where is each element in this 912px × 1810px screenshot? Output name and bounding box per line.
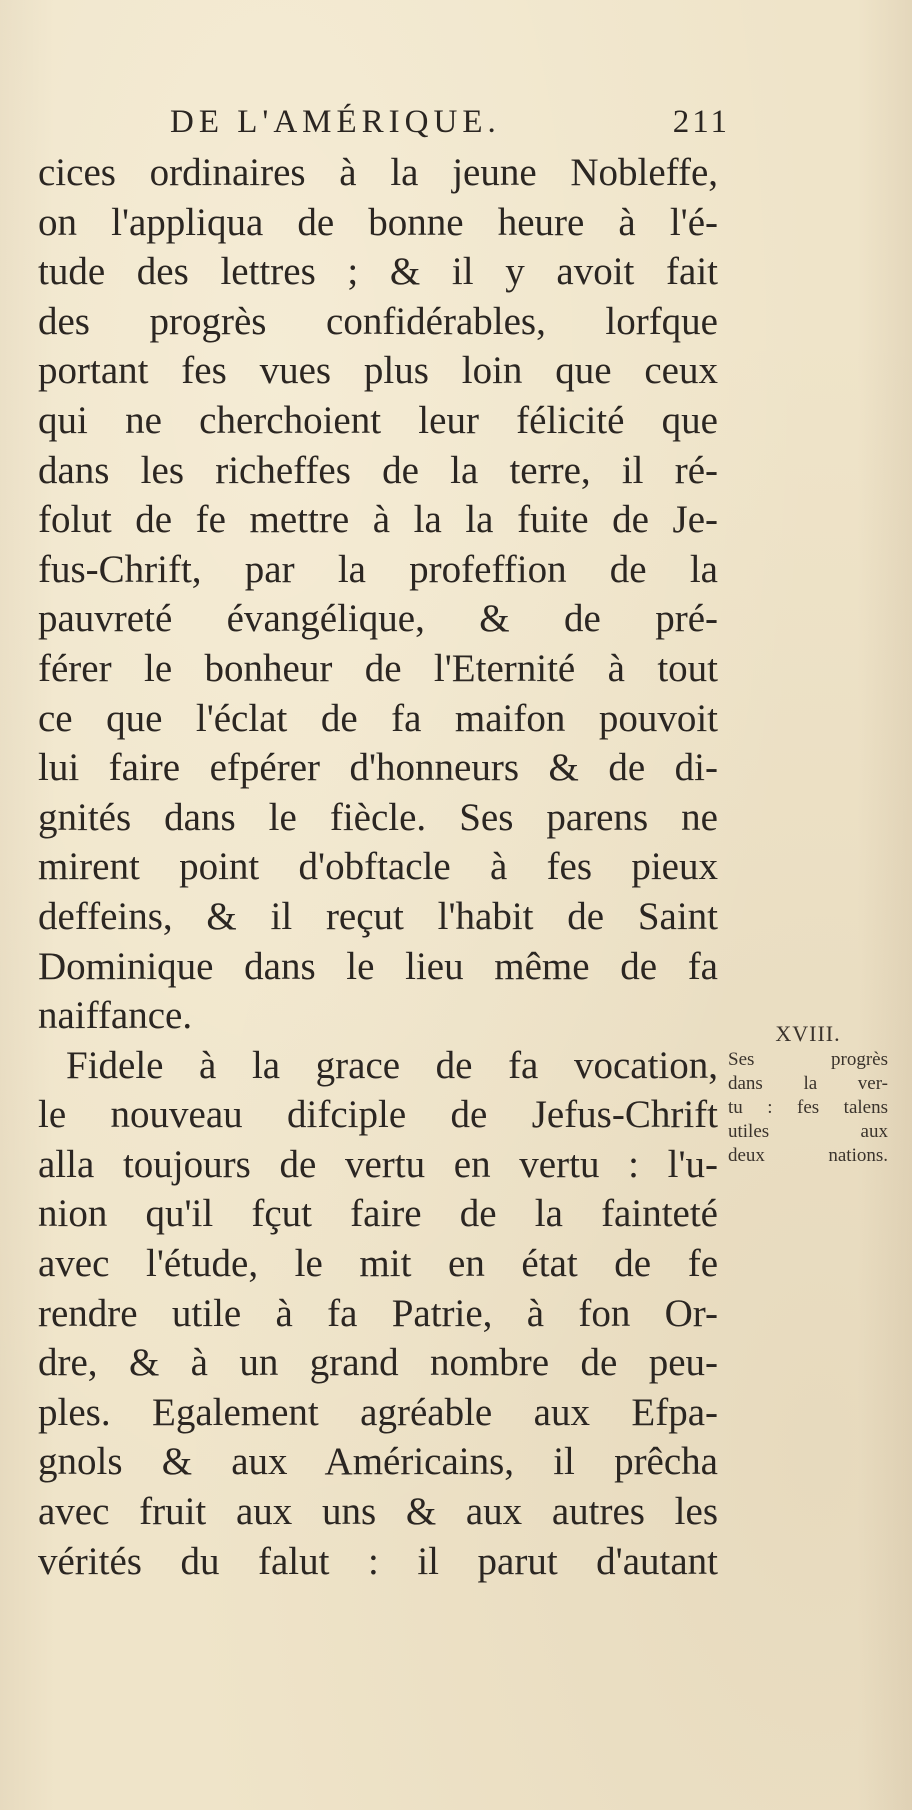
text-line: portant fes vues plus loin que ceux (38, 349, 718, 393)
text-line: on l'appliqua de bonne heure à l'é- (38, 200, 718, 244)
margin-note-line: dans la ver- (728, 1073, 888, 1094)
page-header (170, 100, 730, 144)
margin-note-line: tu : fes talens (728, 1097, 888, 1118)
text-line: alla toujours de vertu en vertu : l'u- (38, 1142, 718, 1186)
text-line: des progrès confidérables, lorfque (38, 299, 718, 343)
text-line: Fidele à la grace de fa vocation, (66, 1043, 718, 1087)
text-line: cices ordinaires à la jeune Nobleffe, (38, 151, 718, 194)
margin-note-line: utiles aux (728, 1121, 888, 1142)
margin-note-line: deux nations. (728, 1145, 888, 1166)
text-line: vérités du falut : il parut d'autant (38, 1539, 718, 1583)
text-line: mirent point d'obftacle à fes pieux (38, 845, 718, 889)
text-line: tude des lettres ; & il y avoit fait (38, 250, 718, 294)
running-head: DE L'AMÉRIQUE. (170, 104, 501, 140)
text-line: gnités dans le fiècle. Ses parens ne (38, 795, 718, 839)
text-line: dans les richeffes de la terre, il ré- (38, 448, 718, 492)
text-line: nion qu'il fçut faire de la fainteté (38, 1192, 718, 1236)
text-line: naiffance. (38, 994, 193, 1038)
body-text (38, 148, 718, 1586)
text-line: le nouveau difciple de Jefus-Chrift (38, 1093, 718, 1137)
text-line: gnols & aux Américains, il prêcha (38, 1440, 718, 1484)
text-line: dre, & à un grand nombre de peu- (38, 1341, 718, 1385)
text-line: deffeins, & il reçut l'habit de Saint (38, 894, 718, 938)
margin-note-number: XVIII. (775, 1021, 841, 1046)
text-line: avec l'étude, le mit en état de fe (38, 1242, 718, 1286)
text-line: qui ne cherchoient leur félicité que (38, 398, 718, 442)
text-line: ples. Egalement agréable aux Efpa- (38, 1390, 718, 1434)
text-line: pauvreté évangélique, & de pré- (38, 597, 718, 641)
text-line: Dominique dans le lieu même de fa (38, 944, 718, 988)
text-line: férer le bonheur de l'Eternité à tout (38, 646, 718, 690)
text-line: folut de fe mettre à la la fuite de Je- (38, 498, 718, 542)
margin-note (728, 1020, 888, 1168)
page-number: 211 (672, 104, 730, 140)
text-line: fus-Chrift, par la profeffion de la (38, 547, 718, 591)
text-line: lui faire efpérer d'honneurs & de di- (38, 746, 718, 790)
margin-note-line: Ses progrès (728, 1049, 888, 1070)
text-line: ce que l'éclat de fa maifon pouvoit (38, 696, 718, 740)
text-line: rendre utile à fa Patrie, à fon Or- (38, 1291, 718, 1335)
text-line: avec fruit aux uns & aux autres les (38, 1490, 718, 1534)
